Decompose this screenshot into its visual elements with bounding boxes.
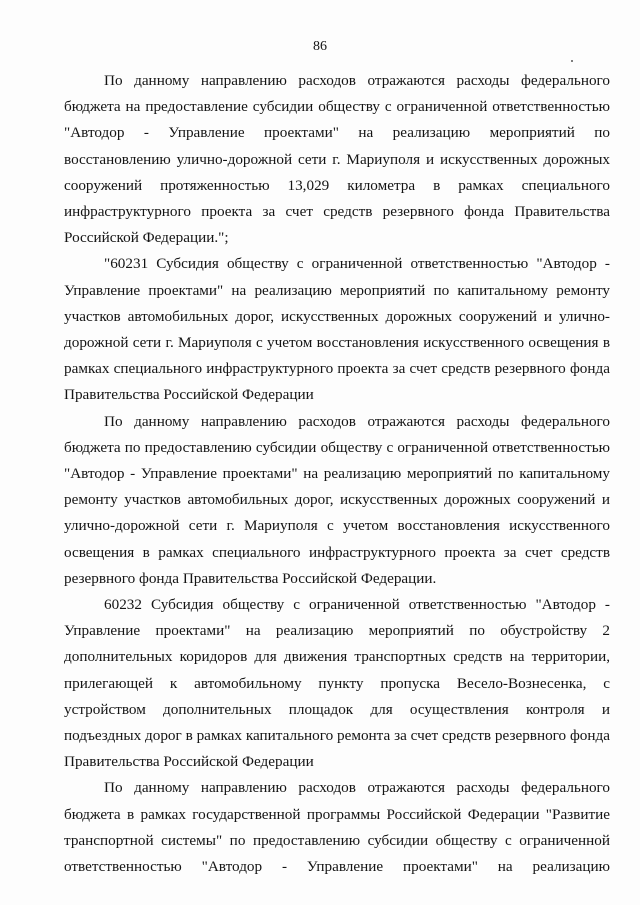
scan-speck: [571, 60, 573, 62]
document-body: [64, 68, 610, 880]
paragraph-2: "60231 Субсидия обществу с ограниченной ответственностью "Автодор - Управление проектами" на реализацию мероприятий по капитальному ремонту участков автомобильных дорог, искусственных дорожных сооружений и улично-дорожной сети г. Мариуполя с учетом восстановления искусственного освещения в рамках специального инфраструктурного проекта за счет средств резервного фонда Правительства Российской Федерации: [64, 255, 610, 404]
page-number: 86: [313, 39, 327, 54]
paragraph-4: 60232 Субсидия обществу с ограниченной ответственностью "Автодор - Управление проектами" на реализацию мероприятий по обустройству 2 дополнительных коридоров для движения транспортных средств на территории, прилегающей к автомобильному пункту пропуска Весело-Вознесенка, с устройством дополнительных площадок для осуществления контроля и подъездных дорог в рамках капитального ремонта за счет средств резервного фонда Правительства Российской Федерации: [64, 596, 610, 771]
paragraph-1: По данному направлению расходов отражаются расходы федерального бюджета на предоставление субсидии обществу с ограниченной ответственностью "Автодор - Управление проектами" на реализацию мероприятий по восстановлению улично-дорожной сети г. Мариуполя и искусственных дорожных сооружений протяженностью 13,029 километра в рамках специального инфраструктурного проекта за счет средств резервного фонда Правительства Российской Федерации.";: [64, 72, 610, 247]
paragraph-5: По данному направлению расходов отражаются расходы федерального бюджета в рамках государственной программы Российской Федерации "Развитие транспортной системы" по предоставлению субсидии обществу с ограниченной ответственностью "Автодор - Управление проектами" на реализацию: [64, 779, 610, 876]
paragraph-3: По данному направлению расходов отражаются расходы федерального бюджета по предоставлению субсидии обществу с ограниченной ответственностью "Автодор - Управление проектами" на реализацию мероприятий по капитальному ремонту участков автомобильных дорог, искусственных дорожных сооружений и улично-дорожной сети г. Мариуполя с учетом восстановления искусственного освещения в рамках специального инфраструктурного проекта за счет средств резервного фонда Правительства Российской Федерации.: [64, 412, 610, 587]
